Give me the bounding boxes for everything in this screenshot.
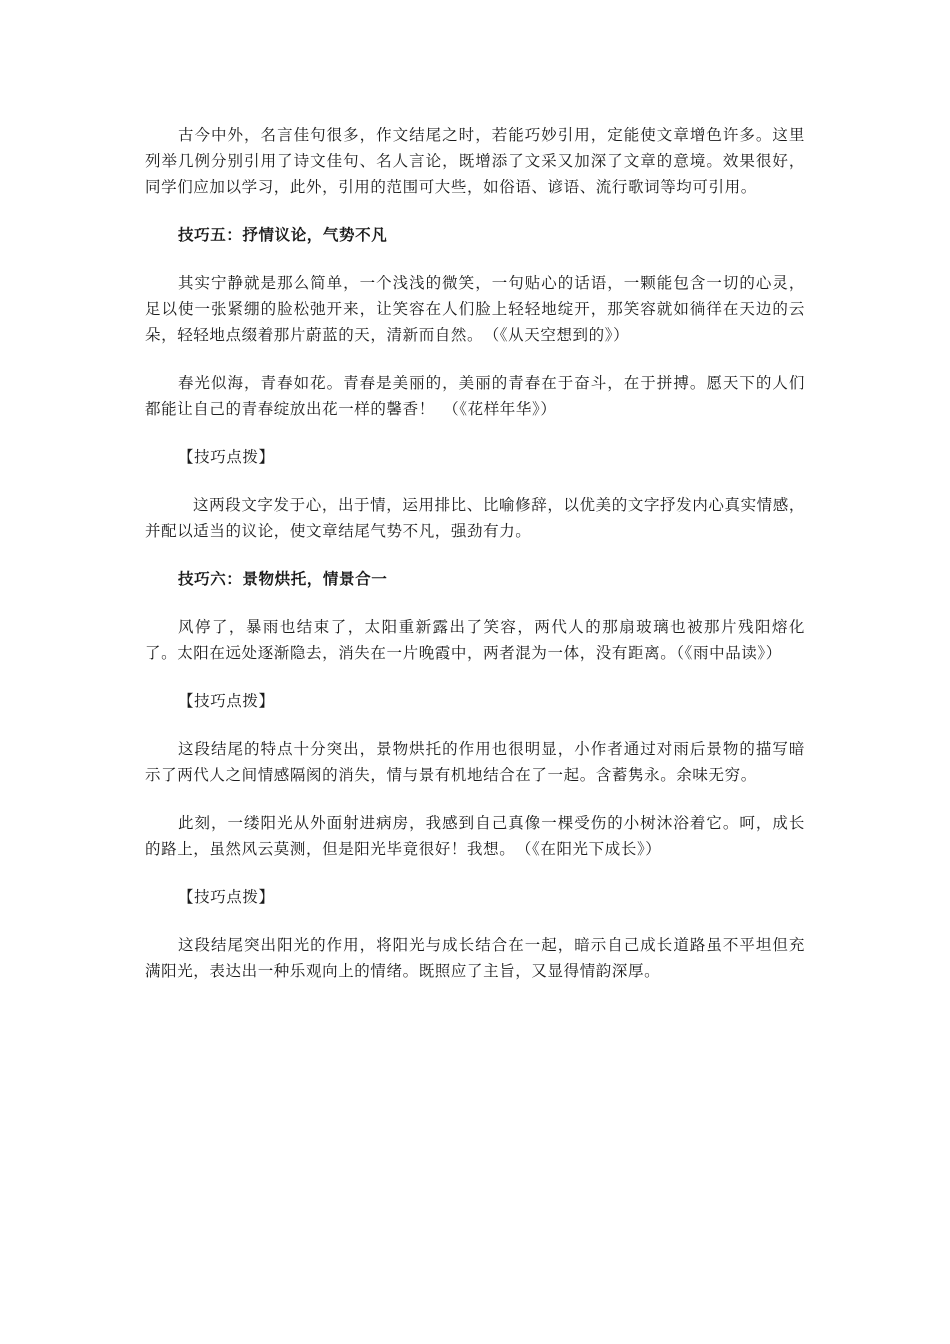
document-page bbox=[145, 122, 805, 1006]
paragraph-quotation-summary: 古今中外，名言佳句很多，作文结尾之时，若能巧妙引用，定能使文章增色许多。这里列举几例分别引用了诗文佳句、名人言论，既增添了文采又加深了文章的意境。效果很好，同学们应加以学习，此外，引用的范围可大些，如俗语、谚语、流行歌词等均可引用。 bbox=[145, 126, 805, 196]
tip-label-3: 【技巧点拨】 bbox=[178, 888, 275, 906]
paragraph-example-sky: 其实宁静就是那么简单，一个浅浅的微笑，一句贴心的话语，一颗能包含一切的心灵，足以使一张紧绷的脸松弛开来，让笑容在人们脸上轻轻地绽开，那笑容就如徜徉在天边的云朵，轻轻地点缀着那片蔚蓝的天，清新而自然。 （《从天空想到的》） bbox=[145, 274, 805, 344]
paragraph-tip-analysis-2: 这段结尾的特点十分突出，景物烘托的作用也很明显，小作者通过对雨后景物的描写暗示了两代人之间情感隔阂的消失，情与景有机地结合在了一起。含蓄隽永。余味无穷。 bbox=[145, 740, 805, 784]
paragraph-example-rain: 风停了，暴雨也结束了，太阳重新露出了笑容，两代人的那扇玻璃也被那片残阳熔化了。太阳在远处逐渐隐去，消失在一片晚霞中，两者混为一体，没有距离。（《雨中品读》） bbox=[145, 618, 805, 662]
paragraph-example-sunshine: 此刻，一缕阳光从外面射进病房，我感到自己真像一棵受伤的小树沐浴着它。呵，成长的路上，虽然风云莫测，但是阳光毕竟很好！我想。 （《在阳光下成长》） bbox=[145, 814, 805, 858]
paragraph-example-youth: 春光似海，青春如花。青春是美丽的，美丽的青春在于奋斗，在于拼搏。愿天下的人们都能让自己的青春绽放出花一样的馨香！ （《花样年华》） bbox=[145, 374, 805, 418]
heading-technique-six: 技巧六：景物烘托，情景合一 bbox=[178, 569, 388, 588]
heading-technique-five: 技巧五：抒情议论，气势不凡 bbox=[178, 225, 388, 244]
tip-label-2: 【技巧点拨】 bbox=[178, 692, 275, 710]
tip-label-1: 【技巧点拨】 bbox=[178, 448, 275, 466]
paragraph-tip-analysis-1: 这两段文字发于心，出于情，运用排比、比喻修辞，以优美的文字抒发内心真实情感，并配以适当的议论，使文章结尾气势不凡，强劲有力。 bbox=[145, 496, 805, 540]
paragraph-tip-analysis-3: 这段结尾突出阳光的作用，将阳光与成长结合在一起，暗示自己成长道路虽不平坦但充满阳光，表达出一种乐观向上的情绪。既照应了主旨，又显得情韵深厚。 bbox=[145, 936, 805, 980]
